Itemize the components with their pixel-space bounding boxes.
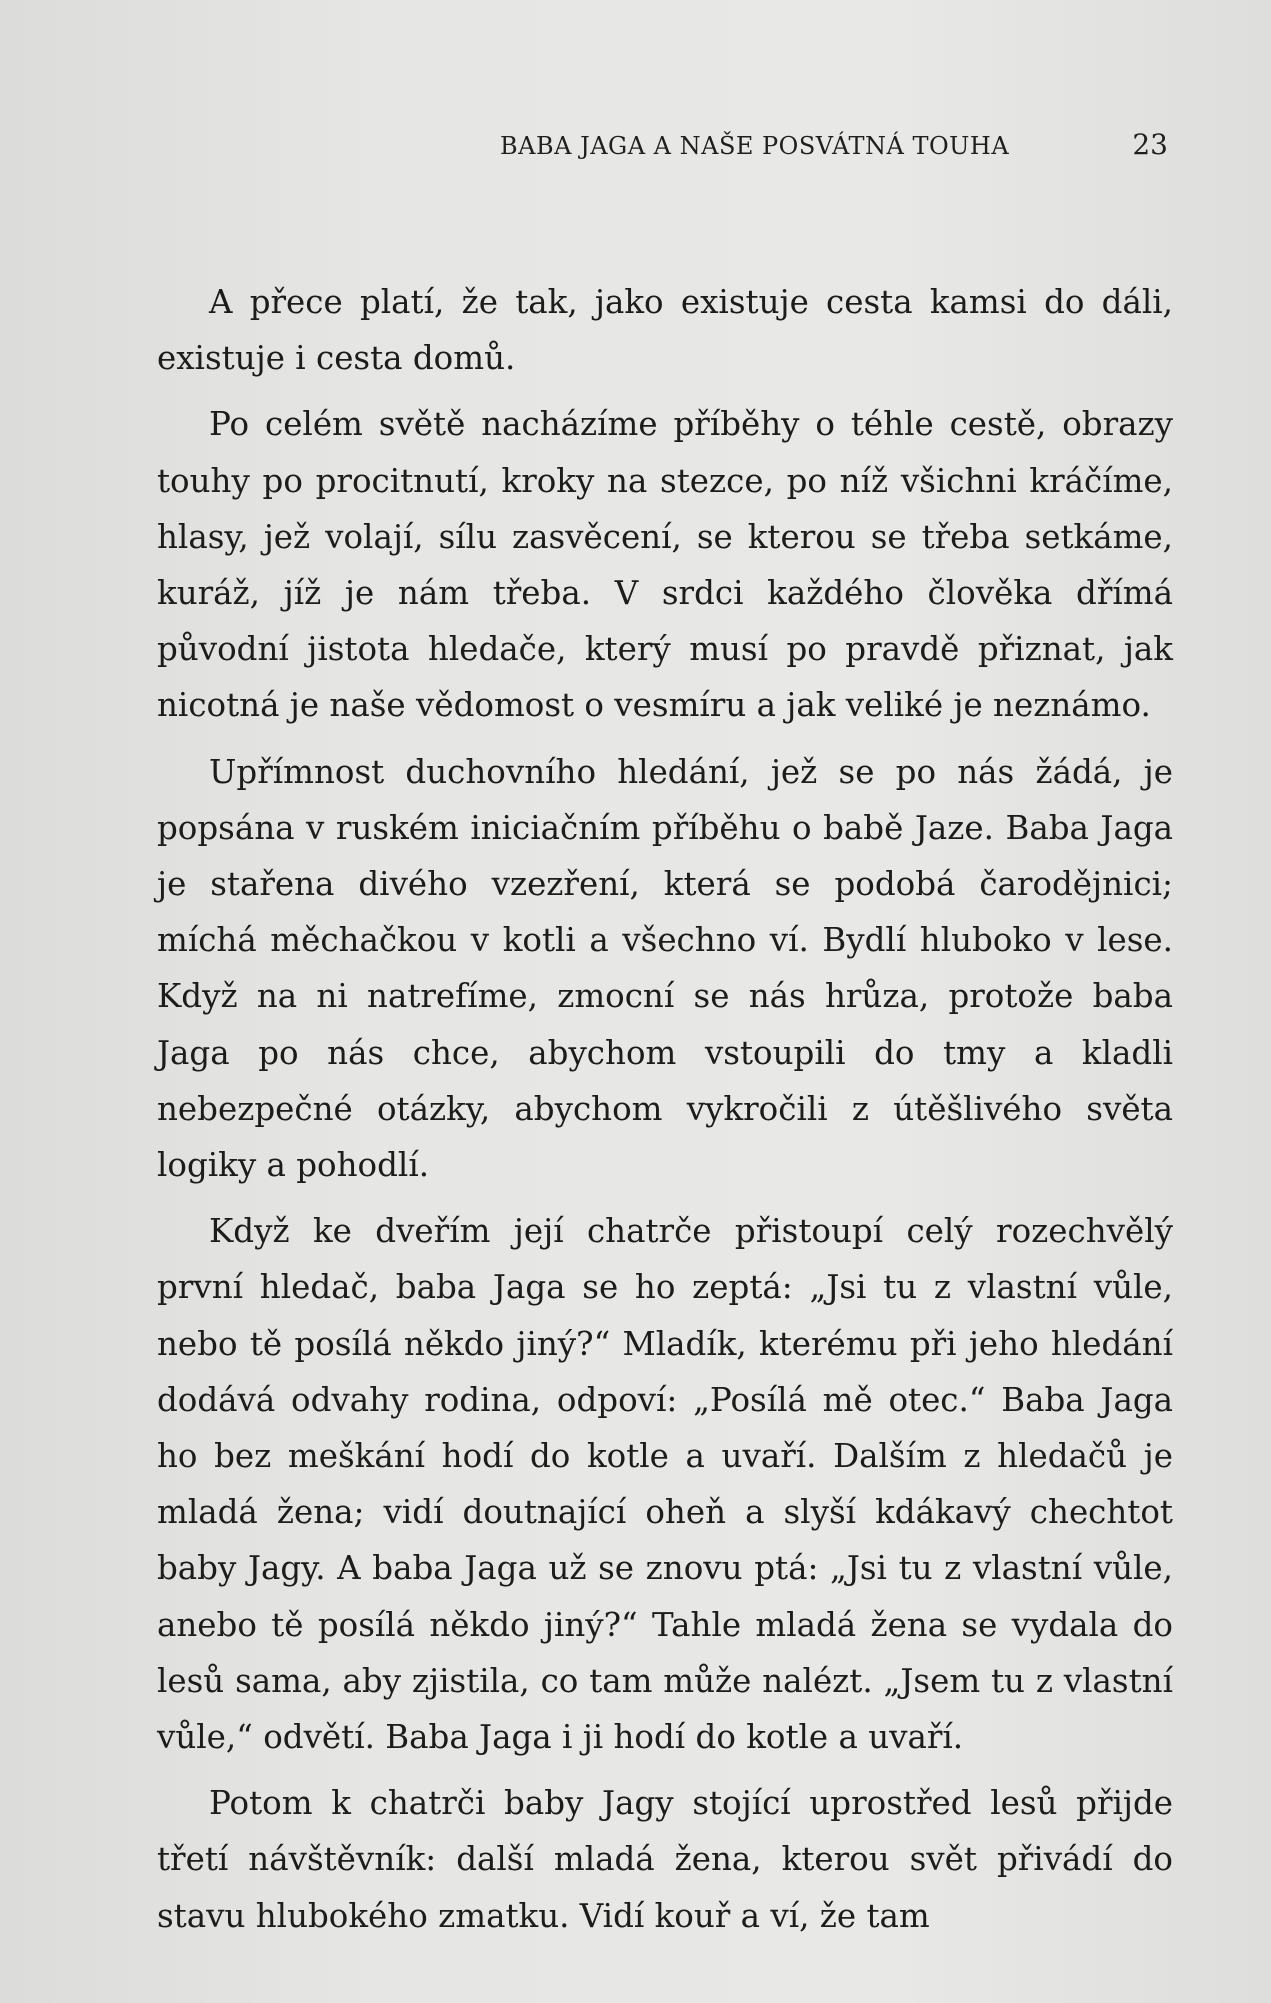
paragraph: Když ke dveřím její chatrče přistoupí celý rozechvělý první hledač, baba Jaga se ho zeptá: „Jsi tu z vlastní vůle, nebo tě posílá někdo jiný?“ Mladík, kterému při jeho hledání dodává odvahy rodina, odpoví: „Posílá mě otec.“ Baba Jaga ho bez meškání hodí do kotle a uvaří. Dalším z hledačů je mladá žena; vidí doutnající oheň a slyší kdákavý chechtot baby Jagy. A baba Jaga už se znovu ptá: „Jsi tu z vlastní vůle, anebo tě posílá někdo jiný?“ Tahle mladá žena se vydala do lesů sama, aby zjistila, co tam může nalézt. „Jsem tu z vlastní vůle,“ odvětí. Baba Jaga i ji hodí do kotle a uvaří. [157, 1212, 1173, 1757]
running-title: BABA JAGA A NAŠE POSVÁTNÁ TOUHA [500, 132, 1010, 160]
running-header [500, 128, 1168, 161]
paragraph: Upřímnost duchovního hledání, jež se po nás žádá, je popsána v ruském iniciačním příběhu o babě Jaze. Baba Jaga je stařena divého vzezření, která se podobá čarodějnici; míchá měchačkou v kotli a všechno ví. Bydlí hluboko v lese. Když na ni natrefíme, zmocní se nás hrůza, protože baba Jaga po nás chce, abychom vstoupili do tmy a kladli nebezpečné otázky, abychom vykročili z útěšlivého světa logiky a pohodlí. [157, 752, 1173, 1185]
paragraph: Potom k chatrči baby Jagy stojící uprostřed lesů přijde třetí návštěvník: další mladá žena, kterou svět přivádí do stavu hlubokého zmatku. Vidí kouř a ví, že tam [157, 1784, 1173, 1935]
paragraph: A přece platí, že tak, jako existuje cesta kamsi do dáli, existuje i cesta domů. [157, 283, 1173, 378]
page-number: 23 [1132, 128, 1168, 161]
body-text [157, 274, 1173, 1954]
paragraph: Po celém světě nacházíme příběhy o téhle cestě, obrazy touhy po procitnutí, kroky na stezce, po níž všichni kráčíme, hlasy, jež volají, sílu zasvěcení, se kterou se třeba setkáme, kuráž, jíž je nám třeba. V srdci každého člověka dřímá původní jistota hledače, který musí po pravdě přiznat, jak nicotná je naše vědomost o vesmíru a jak veliké je neznámo. [157, 405, 1173, 725]
